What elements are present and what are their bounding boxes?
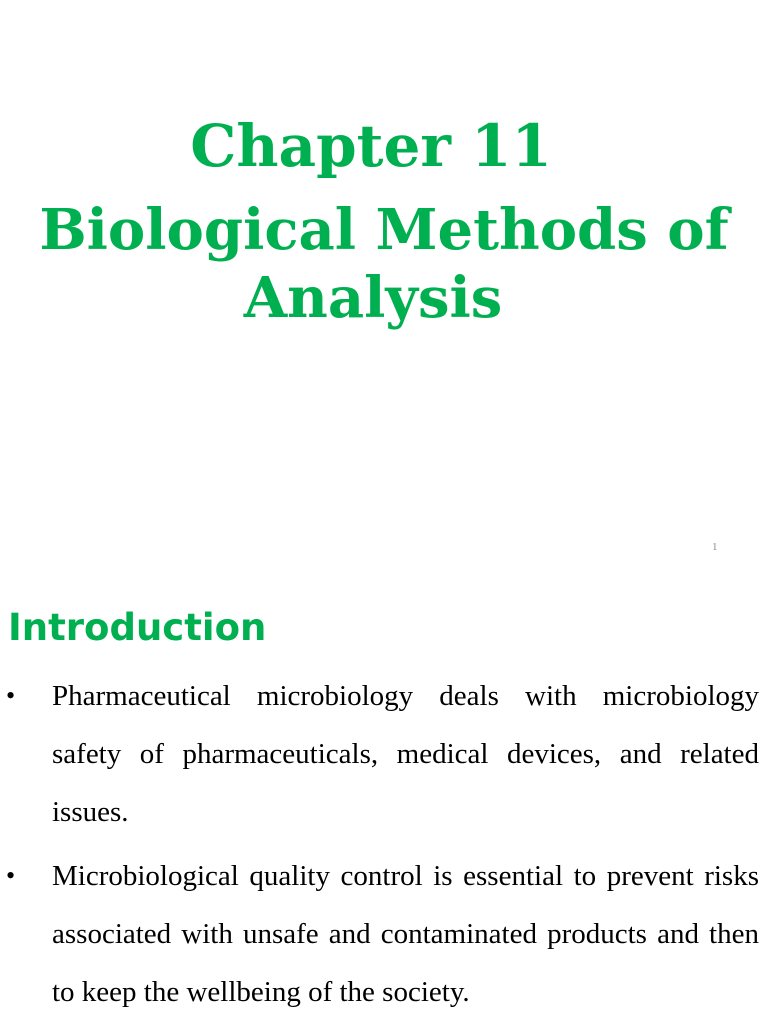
bullet-list (0, 667, 768, 1024)
slide-number: 1 (712, 541, 718, 553)
chapter-title-line: Analysis (243, 265, 503, 331)
chapter-number: Chapter 11 (190, 112, 552, 180)
bullet-text: Microbiological quality control is essential to prevent risks associated with unsafe and contaminated products and then to keep the wellbeing of the society. (52, 860, 759, 1008)
bullet-icon: • (6, 861, 16, 890)
section-heading: Introduction (8, 606, 267, 649)
bullet-icon: • (6, 681, 16, 710)
chapter-title-line: Biological Methods of (39, 197, 729, 263)
bullet-item (0, 667, 768, 841)
bullet-item (0, 847, 768, 1021)
bullet-text: Pharmaceutical microbiology deals with microbiology safety of pharmaceuticals, medical devices, and related issues. (52, 680, 759, 828)
